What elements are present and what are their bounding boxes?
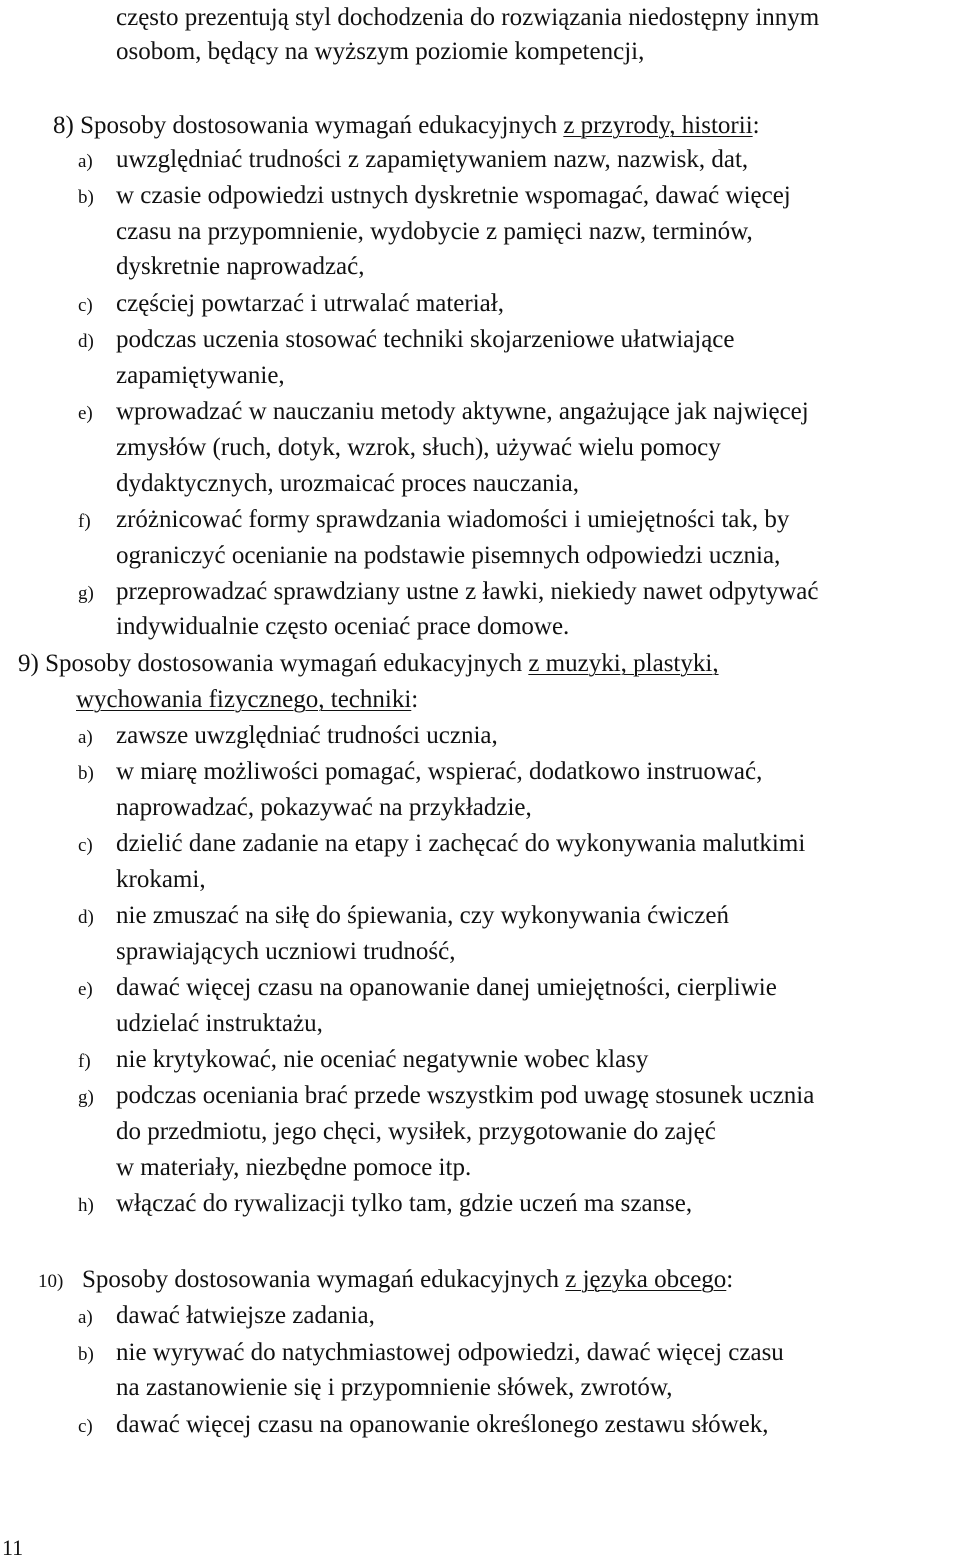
item-line: podczas oceniania brać przede wszystkim pod uwagę stosunek ucznia bbox=[116, 1082, 815, 1109]
item-line: w materiały, niezbędne pomoce itp. bbox=[116, 1154, 472, 1181]
section-heading-text: Sposoby dostosowania wymagań edukacyjnych bbox=[82, 1266, 566, 1293]
section-heading-text: 9) Sposoby dostosowania wymagań edukacyjnych bbox=[18, 650, 529, 677]
item-line: wprowadzać w nauczaniu metody aktywne, angażujące jak najwięcej bbox=[116, 398, 809, 425]
item-line: podczas uczenia stosować techniki skojarzeniowe ułatwiające bbox=[116, 326, 735, 353]
item-line: dzielić dane zadanie na etapy i zachęcać do wykonywania malutkimi bbox=[116, 830, 806, 857]
item-label: b) bbox=[78, 763, 94, 784]
item-line: przeprowadzać sprawdziany ustne z ławki, niekiedy nawet odpytywać bbox=[116, 578, 819, 605]
item-label: g) bbox=[78, 1087, 94, 1108]
item-line: dyskretnie naprowadzać, bbox=[116, 253, 365, 280]
item-line: w miarę możliwości pomagać, wspierać, dodatkowo instruować, bbox=[116, 758, 763, 785]
intro-line: osobom, będący na wyższym poziomie kompetencji, bbox=[116, 38, 645, 65]
item-line: uwzględniać trudności z zapamiętywaniem nazw, nazwisk, dat, bbox=[116, 146, 749, 173]
item-label: e) bbox=[78, 979, 93, 1000]
item-line: zawsze uwzględniać trudności ucznia, bbox=[116, 722, 498, 749]
item-label: f) bbox=[78, 1051, 91, 1072]
item-line: nie krytykować, nie oceniać negatywnie wobec klasy bbox=[116, 1046, 649, 1073]
item-line: ograniczyć ocenianie na podstawie pisemnych odpowiedzi ucznia, bbox=[116, 542, 781, 569]
item-label: d) bbox=[78, 907, 94, 928]
item-label: g) bbox=[78, 583, 94, 604]
item-line: dawać więcej czasu na opanowanie określonego zestawu słówek, bbox=[116, 1411, 769, 1438]
section-10-number: 10) bbox=[38, 1271, 64, 1292]
item-label: e) bbox=[78, 403, 93, 424]
section-subject: wychowania fizycznego, techniki bbox=[76, 686, 412, 713]
item-label: a) bbox=[78, 727, 93, 748]
item-label: d) bbox=[78, 331, 94, 352]
item-line: udzielać instruktażu, bbox=[116, 1010, 323, 1037]
intro-line: często prezentują styl dochodzenia do rozwiązania niedostępny innym bbox=[116, 4, 820, 31]
item-line: czasu na przypomnienie, wydobycie z pamięci nazw, terminów, bbox=[116, 218, 753, 245]
item-line: na zastanowienie się i przypomnienie słówek, zwrotów, bbox=[116, 1374, 673, 1401]
item-line: sprawiających uczniowi trudność, bbox=[116, 938, 456, 965]
item-line: do przedmiotu, jego chęci, wysiłek, przygotowanie do zajęć bbox=[116, 1118, 716, 1145]
item-label: a) bbox=[78, 151, 93, 172]
heading-colon: : bbox=[411, 686, 419, 713]
section-10-heading bbox=[82, 1262, 733, 1298]
heading-colon: : bbox=[726, 1266, 734, 1293]
item-line: zapamiętywanie, bbox=[116, 362, 285, 389]
item-line: dydaktycznych, urozmaicać proces nauczania, bbox=[116, 470, 579, 497]
item-label: h) bbox=[78, 1195, 94, 1216]
item-line: nie wyrywać do natychmiastowej odpowiedzi, dawać więcej czasu bbox=[116, 1339, 784, 1366]
item-line: indywidualnie często oceniać prace domowe. bbox=[116, 613, 570, 640]
item-label: a) bbox=[78, 1307, 93, 1328]
item-label: c) bbox=[78, 1416, 93, 1437]
page-number: 11 bbox=[2, 1535, 24, 1560]
item-line: zmysłów (ruch, dotyk, wzrok, słuch), używać wielu pomocy bbox=[116, 434, 721, 461]
item-label: c) bbox=[78, 295, 93, 316]
heading-colon: : bbox=[752, 112, 760, 139]
item-label: b) bbox=[78, 1344, 94, 1365]
section-9-heading bbox=[18, 646, 719, 682]
item-line: nie zmuszać na siłę do śpiewania, czy wykonywania ćwiczeń bbox=[116, 902, 729, 929]
item-line: włączać do rywalizacji tylko tam, gdzie uczeń ma szanse, bbox=[116, 1190, 693, 1217]
item-line: naprowadzać, pokazywać na przykładzie, bbox=[116, 794, 532, 821]
item-line: częściej powtarzać i utrwalać materiał, bbox=[116, 290, 504, 317]
item-line: krokami, bbox=[116, 866, 206, 893]
item-label: c) bbox=[78, 835, 93, 856]
item-label: b) bbox=[78, 187, 94, 208]
item-label: f) bbox=[78, 511, 91, 532]
item-line: zróżnicować formy sprawdzania wiadomości i umiejętności tak, by bbox=[116, 506, 790, 533]
item-line: w czasie odpowiedzi ustnych dyskretnie wspomagać, dawać więcej bbox=[116, 182, 791, 209]
section-subject: z przyrody, historii bbox=[563, 112, 753, 139]
section-heading-text: 8) Sposoby dostosowania wymagań edukacyjnych bbox=[53, 112, 564, 139]
section-8-heading bbox=[53, 108, 760, 144]
section-subject: z muzyki, plastyki, bbox=[528, 650, 719, 677]
item-line: dawać łatwiejsze zadania, bbox=[116, 1302, 375, 1329]
section-9-heading-cont bbox=[76, 682, 418, 718]
item-line: dawać więcej czasu na opanowanie danej umiejętności, cierpliwie bbox=[116, 974, 777, 1001]
section-subject: z języka obcego bbox=[565, 1266, 727, 1293]
